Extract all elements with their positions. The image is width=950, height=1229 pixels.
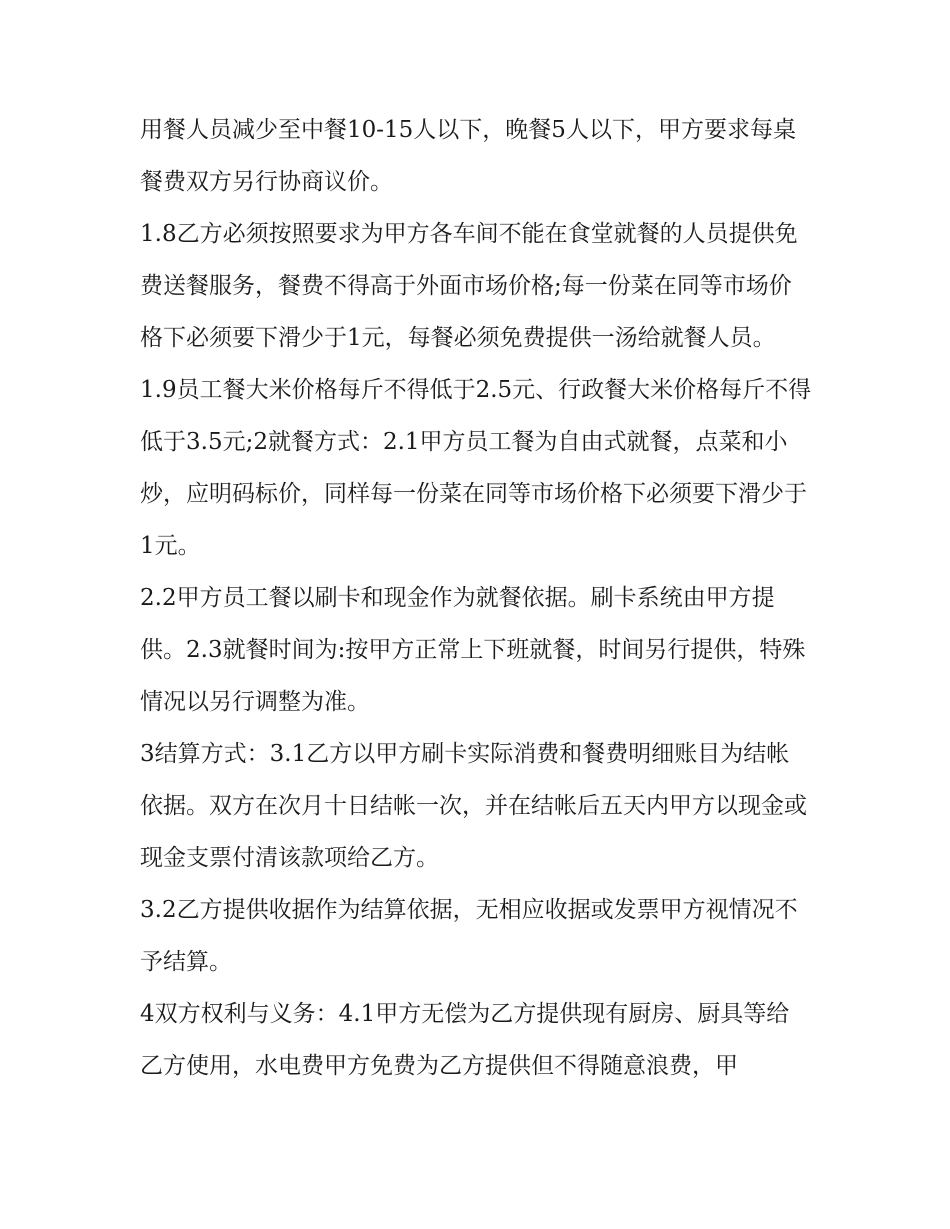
- paragraph-3-2-receipts: 3.2乙方提供收据作为结算依据，无相应收据或发票甲方视情况不予结算。: [140, 897, 798, 975]
- paragraph-1-9-rice-price: 1.9员工餐大米价格每斤不得低于2.5元、行政餐大米价格每斤不得低于3.5元;2就餐方式：2.1甲方员工餐为自由式就餐，点菜和小炒，应明码标价，同样每一份菜在同等市场价格下必须要下滑少于1元。: [140, 377, 812, 559]
- paragraph-1-8-delivery-service: 1.8乙方必须按照要求为甲方各车间不能在食堂就餐的人员提供免费送餐服务，餐费不得高于外面市场价格;每一份菜在同等市场价格下必须要下滑少于1元，每餐必须免费提供一汤给就餐人员。: [140, 221, 798, 351]
- paragraph-meal-price-negotiation: 用餐人员减少至中餐10-15人以下，晚餐5人以下，甲方要求每桌餐费双方另行协商议价。: [140, 117, 796, 195]
- document-body: [140, 104, 812, 1092]
- paragraph-4-rights-obligations: 4双方权利与义务：4.1甲方无偿为乙方提供现有厨房、厨具等给乙方使用，水电费甲方免费为乙方提供但不得随意浪费，甲: [140, 1001, 790, 1079]
- paragraph-2-2-card-payment: 2.2甲方员工餐以刷卡和现金作为就餐依据。刷卡系统由甲方提供。2.3就餐时间为:按甲方正常上下班就餐，时间另行提供，特殊情况以另行调整为准。: [140, 585, 806, 715]
- paragraph-3-settlement: 3结算方式：3.1乙方以甲方刷卡实际消费和餐费明细账目为结帐依据。双方在次月十日结帐一次，并在结帐后五天内甲方以现金或现金支票付清该款项给乙方。: [140, 741, 807, 871]
